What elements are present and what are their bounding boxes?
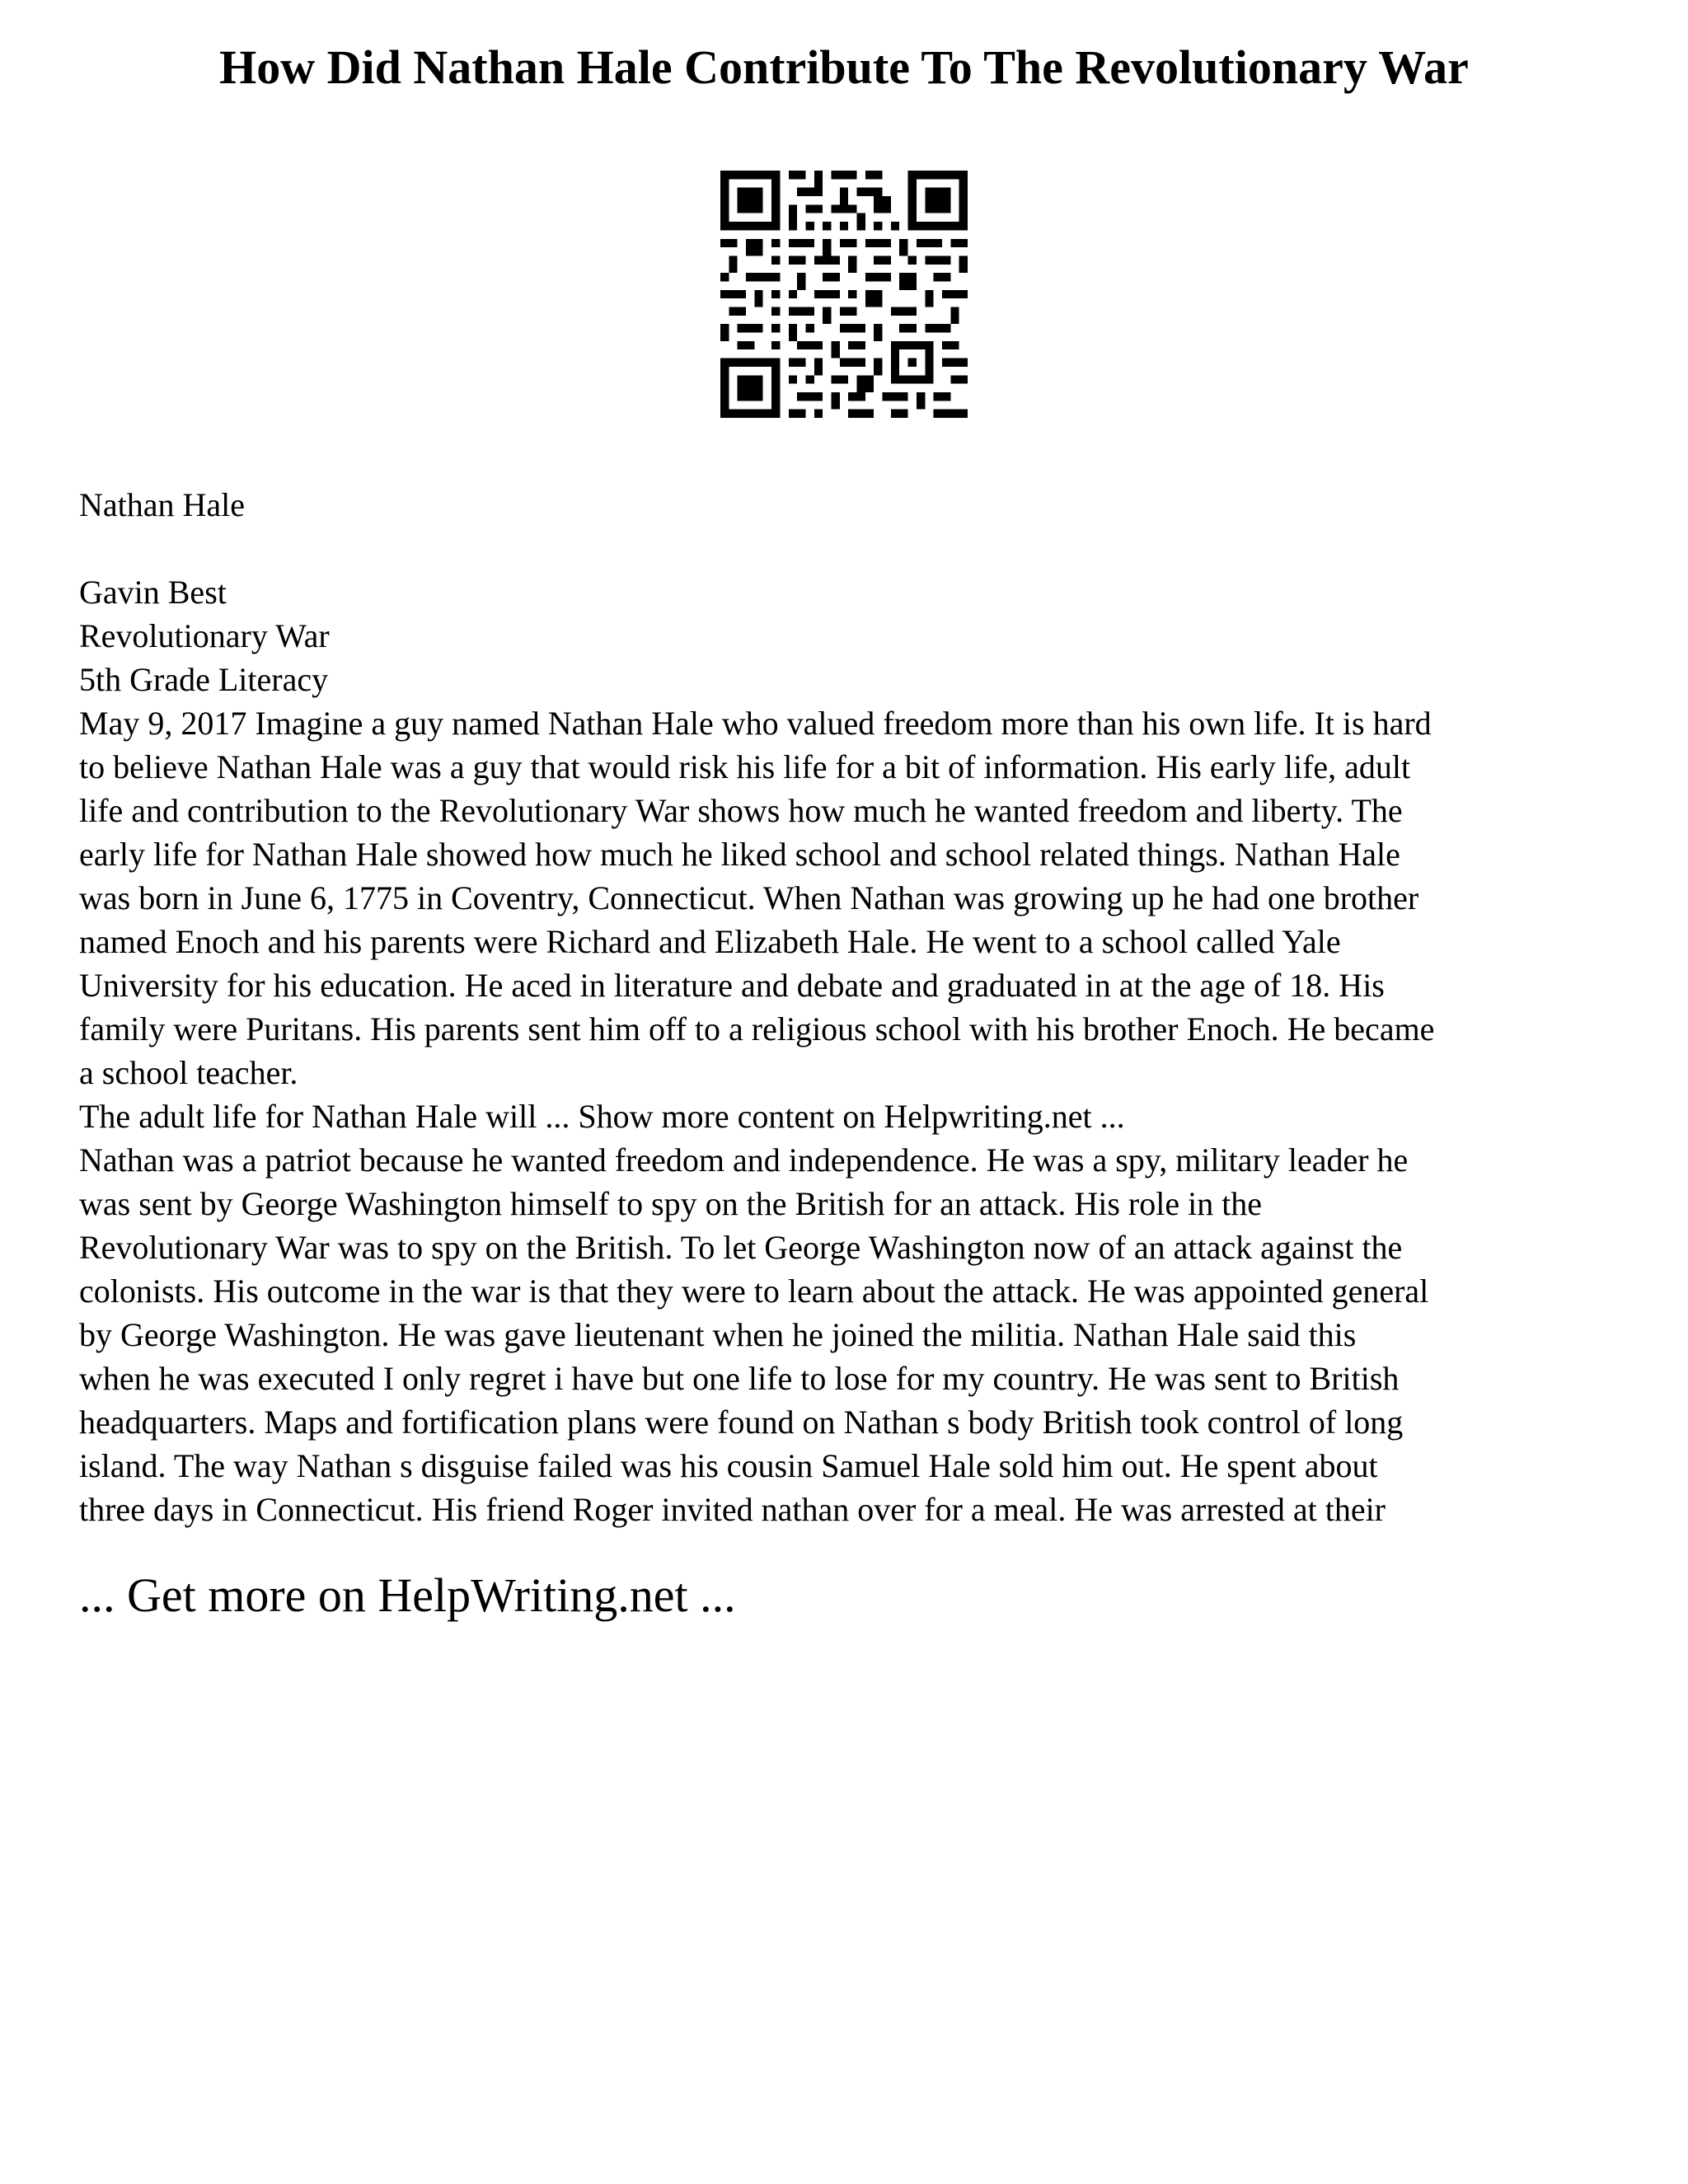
qr-code-icon	[720, 171, 968, 418]
subject-line: Revolutionary War	[79, 617, 330, 654]
body-line: The adult life for Nathan Hale will ... Show more content on Helpwriting.net ...	[79, 1098, 1125, 1135]
body-line: a school teacher.	[79, 1054, 298, 1091]
body-line: early life for Nathan Hale showed how much he liked school and school related things. Nathan Hale	[79, 836, 1400, 873]
body-line: when he was executed I only regret i have but one life to lose for my country. He was sent to British	[79, 1360, 1400, 1397]
body-line: by George Washington. He was gave lieutenant when he joined the militia. Nathan Hale said this	[79, 1316, 1357, 1353]
body-line: named Enoch and his parents were Richard and Elizabeth Hale. He went to a school called Yale	[79, 923, 1341, 960]
body-line: May 9, 2017 Imagine a guy named Nathan Hale who valued freedom more than his own life. It is hard	[79, 705, 1432, 742]
article-meta	[79, 570, 1629, 701]
body-line: was born in June 6, 1775 in Coventry, Connecticut. When Nathan was growing up he had one brother	[79, 879, 1419, 916]
body-line: to believe Nathan Hale was a guy that would risk his life for a bit of information. His early life, adult	[79, 748, 1411, 785]
body-line: University for his education. He aced in literature and debate and graduated in at the age of 18. His	[79, 967, 1385, 1004]
page-title: How Did Nathan Hale Contribute To The Revolutionary War	[219, 40, 1469, 94]
body-line: headquarters. Maps and fortification plans were found on Nathan s body British took control of long	[79, 1404, 1404, 1441]
body-line: Revolutionary War was to spy on the British. To let George Washington now of an attack against the	[79, 1229, 1403, 1266]
body-line: island. The way Nathan s disguise failed was his cousin Samuel Hale sold him out. He spent about	[79, 1447, 1378, 1484]
body-line: Nathan was a patriot because he wanted freedom and independence. He was a spy, military leader he	[79, 1141, 1409, 1179]
body-line: colonists. His outcome in the war is that they were to learn about the attack. He was appointed general	[79, 1272, 1429, 1310]
article-body	[79, 701, 1629, 1531]
class-line: 5th Grade Literacy	[79, 661, 329, 698]
get-more-link[interactable]: ... Get more on HelpWriting.net ...	[79, 1568, 736, 1622]
body-line: three days in Connecticut. His friend Roger invited nathan over for a meal. He was arrested at their	[79, 1491, 1386, 1528]
body-line: family were Puritans. His parents sent him off to a religious school with his brother Enoch. He became	[79, 1010, 1435, 1047]
body-line: was sent by George Washington himself to spy on the British for an attack. His role in the	[79, 1185, 1263, 1222]
article-heading: Nathan Hale	[79, 486, 246, 523]
author-line: Gavin Best	[79, 574, 227, 611]
body-line: life and contribution to the Revolutionary War shows how much he wanted freedom and liberty. The	[79, 792, 1403, 829]
